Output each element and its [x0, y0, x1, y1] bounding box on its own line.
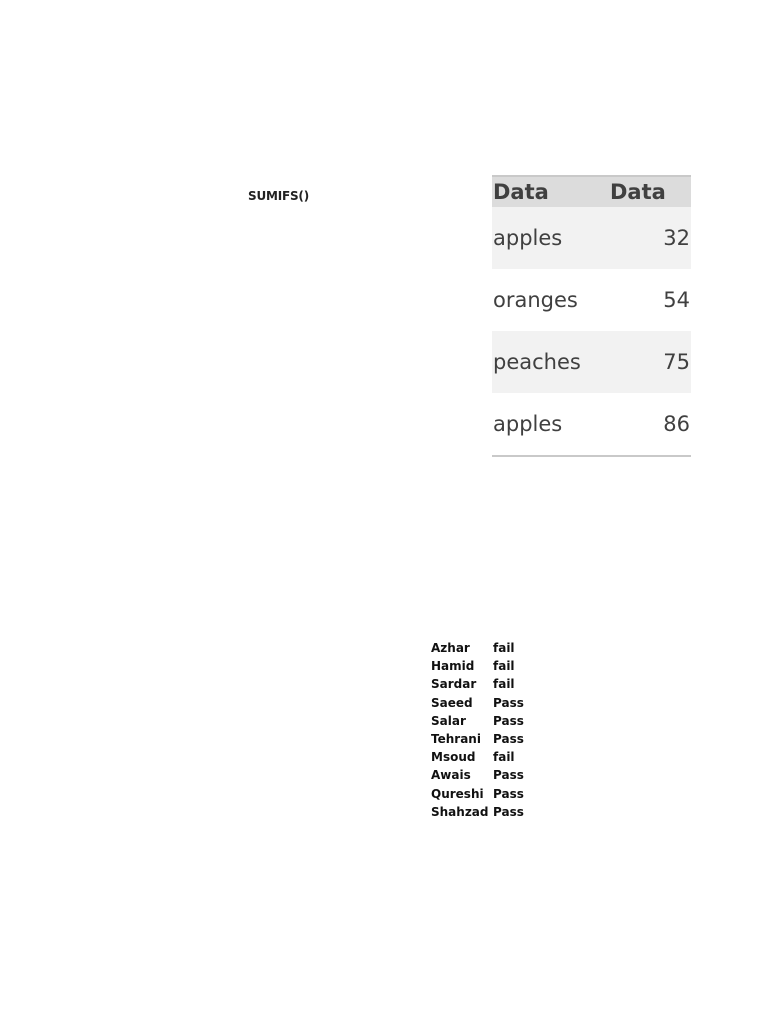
- value-cell: 32: [663, 226, 690, 250]
- list-item: [431, 712, 533, 730]
- item-cell: apples: [493, 412, 563, 436]
- list-item: [431, 639, 533, 657]
- item-cell: peaches: [493, 350, 581, 374]
- value-cell: 86: [663, 412, 690, 436]
- data-table: [492, 175, 691, 457]
- table-header: [492, 177, 691, 207]
- student-result: fail: [493, 641, 515, 656]
- student-name: Azhar: [431, 641, 470, 656]
- list-item: [431, 766, 533, 784]
- table-row: [492, 331, 691, 393]
- header-cell: Data: [493, 180, 549, 204]
- item-cell: apples: [493, 226, 563, 250]
- student-name: Hamid: [431, 659, 475, 674]
- student-name: Qureshi: [431, 786, 484, 801]
- list-item: [431, 730, 533, 748]
- header-cell: Data: [610, 180, 666, 204]
- value-cell: 54: [663, 288, 690, 312]
- student-result: Pass: [493, 804, 524, 819]
- sumifs-label: SUMIFS(): [248, 189, 310, 203]
- student-result: Pass: [493, 713, 524, 728]
- table-row: [492, 269, 691, 331]
- list-item: [431, 785, 533, 803]
- list-item: [431, 803, 533, 821]
- student-name: Awais: [431, 768, 471, 783]
- student-name: Salar: [431, 713, 466, 728]
- table-row: [492, 393, 691, 455]
- student-name: Sardar: [431, 677, 477, 692]
- student-name: Msoud: [431, 750, 476, 765]
- student-result: fail: [493, 659, 515, 674]
- student-name: Shahzad: [431, 804, 489, 819]
- student-result: Pass: [493, 768, 524, 783]
- item-cell: oranges: [493, 288, 578, 312]
- student-name: Tehrani: [431, 732, 481, 747]
- student-result: fail: [493, 750, 515, 765]
- list-item: [431, 657, 533, 675]
- student-results-list: [431, 639, 533, 821]
- table-row: [492, 207, 691, 269]
- student-result: fail: [493, 677, 515, 692]
- value-cell: 75: [663, 350, 690, 374]
- student-name: Saeed: [431, 695, 473, 710]
- student-result: Pass: [493, 695, 524, 710]
- student-result: Pass: [493, 732, 524, 747]
- list-item: [431, 694, 533, 712]
- list-item: [431, 675, 533, 693]
- list-item: [431, 748, 533, 766]
- student-result: Pass: [493, 786, 524, 801]
